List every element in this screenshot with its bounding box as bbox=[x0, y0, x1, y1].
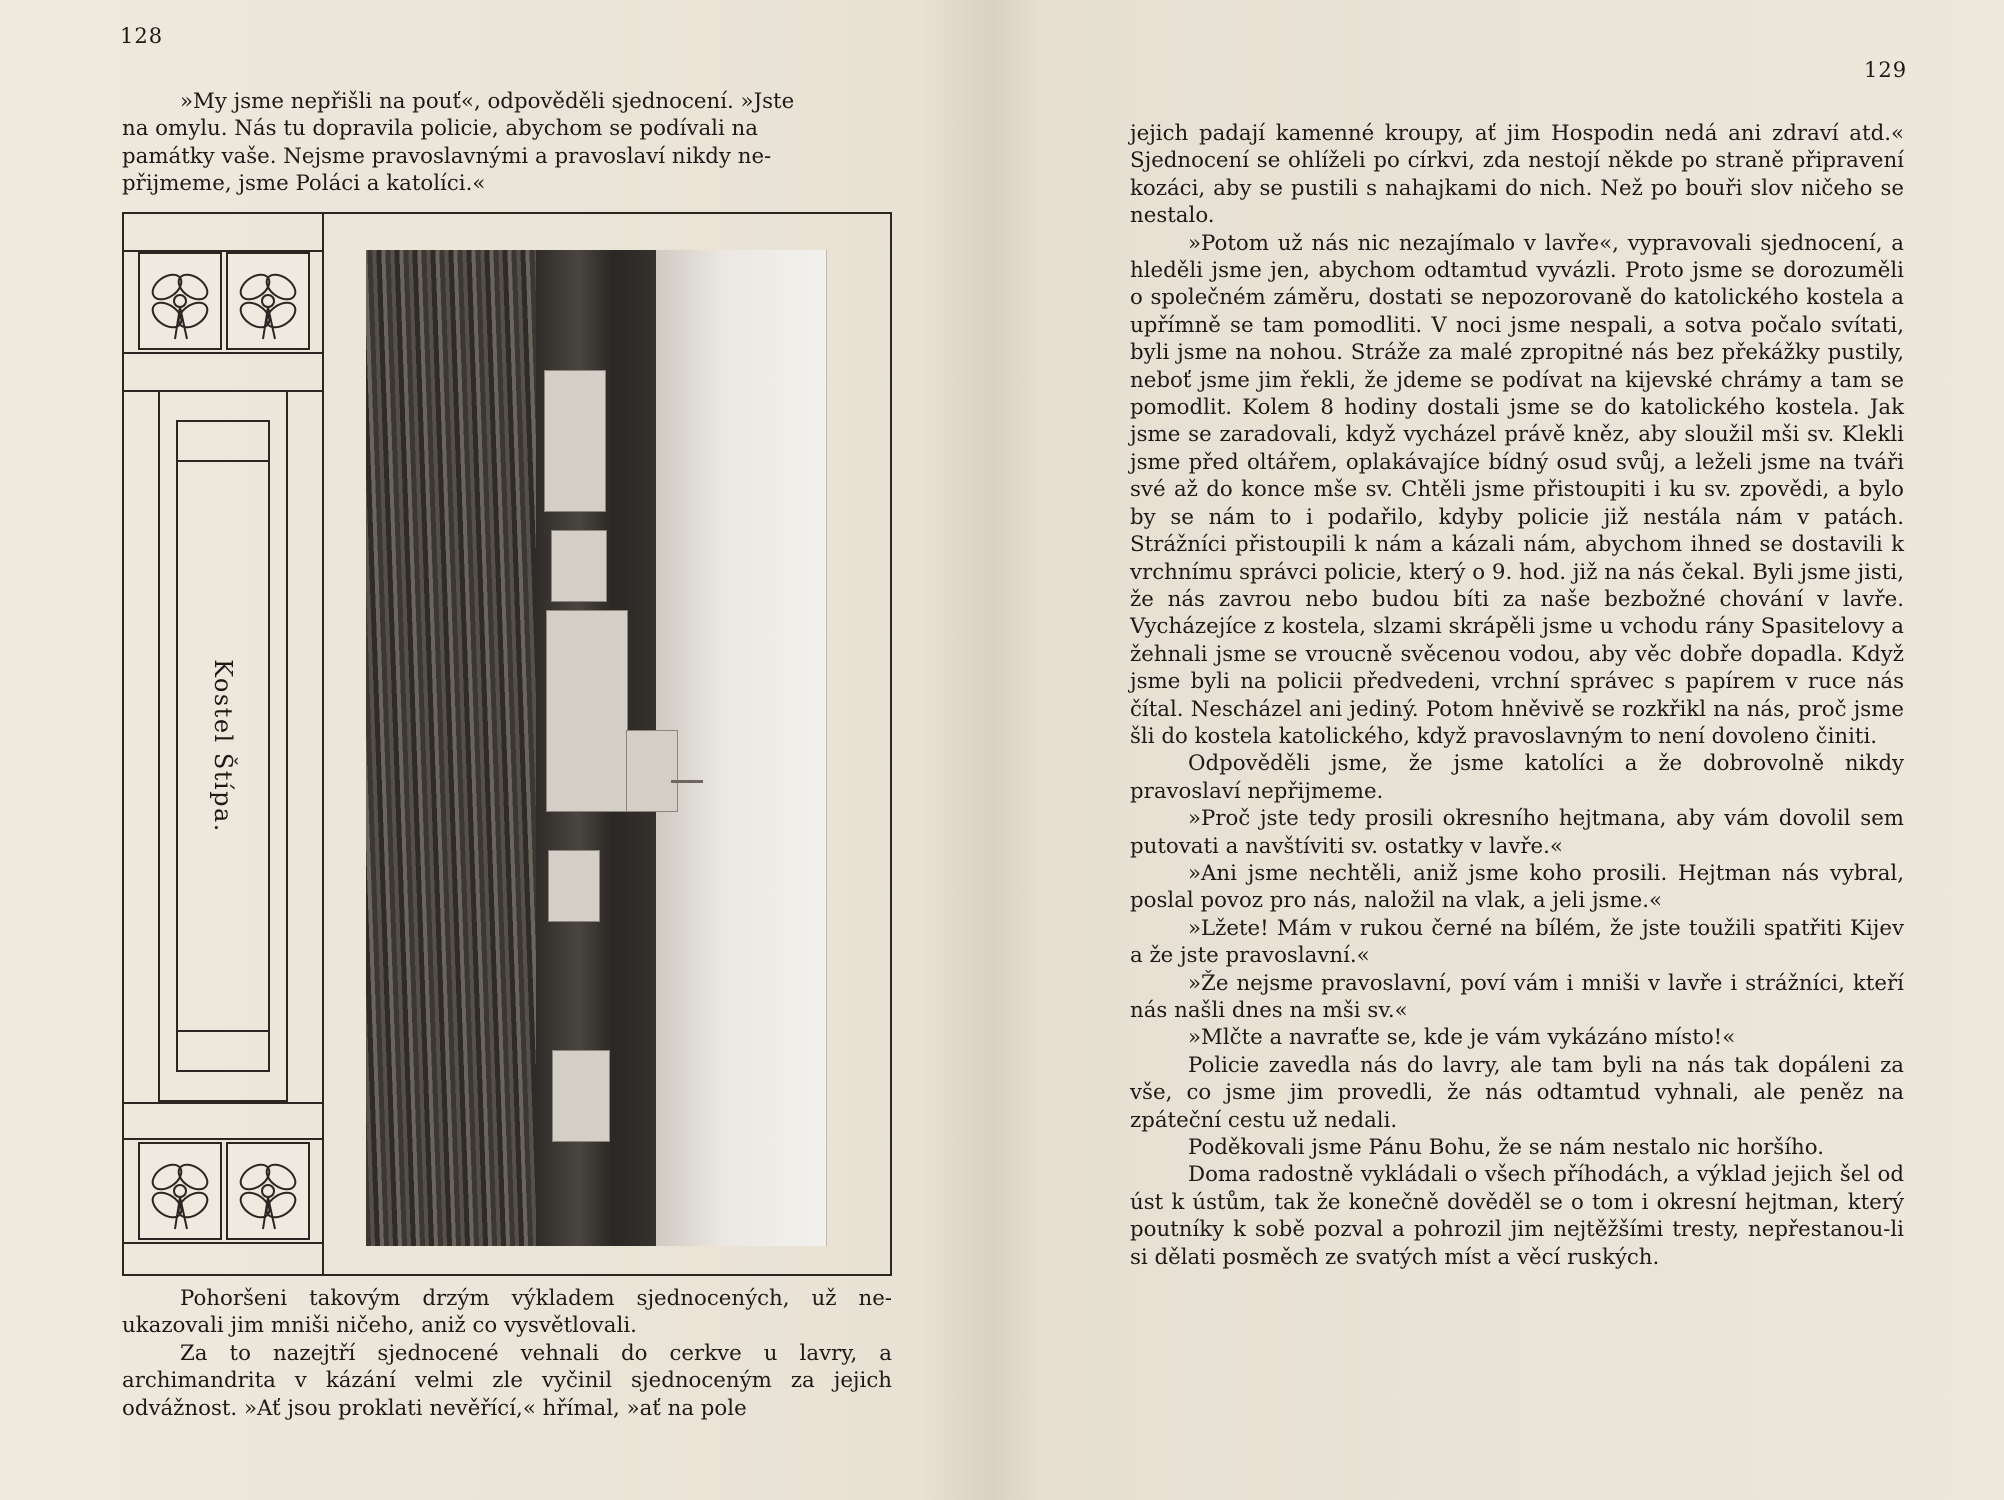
bow-ornament-icon bbox=[138, 252, 222, 350]
photo-church-tower bbox=[626, 730, 678, 812]
paragraph: Poděkovali jsme Pánu Bohu, že se nám nestalo nic horšího. bbox=[1188, 1135, 1824, 1161]
paragraph: »Lžete! Mám v rukou černé na bílém, že jste toužili spatřiti Kijev a že jste pravoslavní.« bbox=[1130, 915, 1904, 969]
paragraph: Pohoršeni takovým drzým výkladem sjednocených, už ne-ukazovali jim mniši ničeho, aniž co vysvětlovali. bbox=[122, 1286, 892, 1339]
divider bbox=[124, 352, 322, 354]
figure-side-panel bbox=[124, 214, 324, 1274]
photo-building bbox=[548, 850, 600, 922]
paragraph: »Proč jste tedy prosili okresního hejtmana, aby vám dovolil sem putovati a navštíviti sv. ostatky v lavře.« bbox=[1130, 806, 1904, 859]
paragraph: »Mlčte a navraťte se, kde je vám vykázáno místo!« bbox=[1188, 1025, 1736, 1051]
right-page bbox=[1004, 0, 2004, 1500]
text-line: »My jsme nepřišli na pouť«, odpověděli sjednocení. »Jste bbox=[180, 89, 795, 114]
figure-caption: Kostel Štípa. bbox=[209, 659, 237, 833]
page-number-right: 129 bbox=[1864, 58, 1908, 82]
paragraph: jejich padají kamenné kroupy, ať jim Hospodin nedá ani zdraví atd.« Sjednocení se ohlíželi po církvi, zda nestojí někde po straně připravení kozáci, aby se pustili s nahajkami do nich. Než po bouři slov ničeho se nestalo. bbox=[1130, 121, 1904, 229]
photo-building bbox=[544, 370, 606, 512]
paragraph: Policie zavedla nás do lavry, ale tam byli na nás tak dopáleni za vše, co jsme jim provedli, že nás odtamtud vyhnali, ale peněz na zpáteční cestu už nedali. bbox=[1130, 1052, 1904, 1133]
right-body-text bbox=[1130, 120, 1904, 1271]
photo-spire bbox=[671, 780, 703, 783]
left-page bbox=[0, 0, 1000, 1500]
bow-ornament-icon bbox=[226, 1142, 310, 1240]
divider bbox=[124, 1242, 322, 1244]
photo-building bbox=[546, 610, 628, 812]
left-bottom-text bbox=[122, 1285, 892, 1422]
photo-building bbox=[552, 1050, 610, 1142]
photo-sky bbox=[656, 250, 826, 1246]
left-top-text bbox=[122, 88, 892, 198]
text-line: přijmeme, jsme Poláci a katolíci.« bbox=[122, 171, 486, 197]
paragraph: Doma radostně vykládali o všech příhodách, a výklad jejich šel od úst k ústům, tak že konečně dověděl se o tom i okresní hejtman, který poutníky k sobě pozval a pohrozil jim nejtěžšími tresty, nepřestanou-li si dělati posměch ze svatých míst a věcí ruských. bbox=[1130, 1162, 1904, 1270]
paragraph: »Že nejsme pravoslavní, poví vám i mniši v lavře i strážníci, kteří nás našli dnes na mši sv.« bbox=[1130, 970, 1904, 1023]
page-number-left: 128 bbox=[120, 24, 164, 48]
text-line: na omylu. Nás tu dopravila policie, abychom se podívali na bbox=[122, 116, 758, 142]
photo-building bbox=[551, 530, 607, 602]
divider bbox=[124, 1102, 322, 1104]
figure-frame bbox=[122, 212, 892, 1276]
paragraph: »Ani jsme nechtěli, aniž jsme koho prosili. Hejtman nás vybral, poslal povoz pro nás, naložil na vlak, a jeli jsme.« bbox=[1130, 860, 1904, 914]
bow-ornament-icon bbox=[226, 252, 310, 350]
caption-area bbox=[176, 460, 270, 1032]
divider bbox=[124, 1138, 322, 1140]
text-line: památky vaše. Nejsme pravoslavnými a pravoslaví nikdy ne- bbox=[122, 143, 772, 169]
paragraph: Za to nazejtří sjednocené vehnali do cerkve u lavry, a archimandrita v kázání velmi zle vyčinil sjednoceným za jejich odvážnost. »Ať jsou proklati nevěřící,« hřímal, »ať na pole bbox=[122, 1340, 892, 1421]
paragraph: Odpověděli jsme, že jsme katolíci a že dobrovolně nikdy pravoslaví nepřijmeme. bbox=[1130, 751, 1904, 804]
bow-ornament-icon bbox=[138, 1142, 222, 1240]
church-photograph bbox=[366, 250, 827, 1246]
paragraph: »Potom už nás nic nezajímalo v lavře«, vypravovali sjednocení, a hleděli jsme jen, abychom odtamtud vyvázli. Proto jsme se dorozuměli o společném záměru, dostati se nepozorovaně do katolického kostela a upřímně se tam pomodliti. V noci jsme nespali, a sotva počalo svítati, byli jsme na nohou. Stráže za malé zpropitné nás bez překážky pustily, neboť jsme jim řekli, že jdeme se podívat na kijevské chrámy a tam se pomodlit. Kolem 8 hodiny dostali jsme se do katolického kostela. Jak jsme se zaradovali, když vycházel právě kněz, aby sloužil mši sv. Klekli jsme před oltářem, oplakávajíce bídný osud svůj, a leželi jsme na tváři své až do konce mše sv. Chtěli jsme přistoupiti i ku sv. zpovědi, a bylo by se nám to i podařilo, kdyby policie již nestála nám v patách. Strážníci přistoupili k nám a kázali nám, abychom ihned se dostavili k vrchnímu správci policie, který o 9. hod. již na nás čekal. Byli jsme jisti, že nás zavrou nebo budou bíti za naše bezbožné chování v lavře. Vycházejíce z kostela, slzami skrápěli jsme u vchodu rány Spasitelovy a žehnali jsme se vroucně svěcenou vodou, aby věc dobře dopadla. Když jsme byli na policii předvedeni, vrchní správec s papírem v ruce nás čítal. Nescházel ani jediný. Potom hněvivě se rozkřikl na nás, proč jsme šli do kostela katolického, když pravoslavným to není dovoleno činiti. bbox=[1130, 230, 1904, 749]
